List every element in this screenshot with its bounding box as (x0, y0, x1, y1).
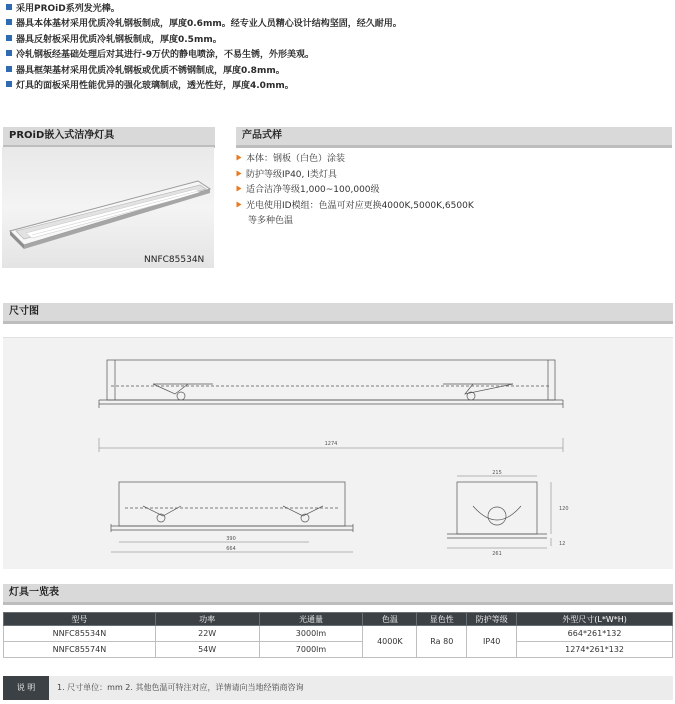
model-cell: NNFC85574N (4, 642, 156, 658)
table-row (4, 626, 673, 642)
dimension-length-inner: 390 (226, 536, 236, 542)
product-section-header: PROiD嵌入式洁净灯具 (3, 127, 215, 145)
notes-bar (3, 676, 673, 700)
column-header: 外型尺寸(L*W*H) (517, 613, 673, 626)
dimension-section-header: 尺寸图 (3, 303, 673, 321)
feature-item: 器具本体基材采用优质冷轧钢板制成，厚度0.6mm。经专业人员精心设计结构坚固，经久耐用。 (6, 17, 666, 32)
table-section-header: 灯具一览表 (3, 584, 673, 602)
power-cell: 22W (155, 626, 259, 642)
notes-text: 1. 尺寸单位：mm 2. 其他色温可特注对应，详情请向当地经销商咨询 (57, 683, 304, 692)
column-header: 显色性 (417, 613, 467, 626)
feature-list (6, 2, 666, 94)
dimension-drawing (3, 337, 673, 569)
power-cell: 54W (155, 642, 259, 658)
model-cell: NNFC85534N (4, 626, 156, 642)
feature-item: 采用PROiD系列发光棒。 (6, 2, 666, 17)
product-model-label: NNFC85534N (144, 255, 205, 265)
square-bullet-icon (6, 66, 12, 72)
notes-label: 说 明 (3, 676, 49, 700)
spec-item: 防护等级IP40, I类灯具 (236, 168, 536, 184)
light-fixture-illustration (2, 147, 214, 268)
dimension-height-small: 12 (559, 541, 566, 547)
triangle-bullet-icon (237, 186, 242, 192)
column-header: 防护等级 (467, 613, 517, 626)
column-header: 色温 (363, 613, 417, 626)
triangle-bullet-icon (237, 155, 242, 161)
technical-drawing (3, 338, 673, 570)
square-bullet-icon (6, 19, 12, 25)
spec-item-continuation: 等多种色温 (248, 216, 294, 226)
divider (3, 602, 673, 605)
feature-item: 器具框架基材采用优质冷轧钢板或优质不锈钢制成，厚度0.8mm。 (6, 64, 666, 79)
cct-cell: 4000K (363, 626, 417, 658)
specs-section-header: 产品式样 (236, 127, 672, 145)
table-header-row (4, 613, 673, 626)
divider (3, 321, 673, 324)
cri-cell: Ra 80 (417, 626, 467, 658)
ip-cell: IP40 (467, 626, 517, 658)
square-bullet-icon (6, 35, 12, 41)
feature-item: 冷轧钢板经基础处理后对其进行-9万伏的静电喷涂，不易生锈，外形美观。 (6, 48, 666, 63)
size-cell: 664*261*132 (517, 626, 673, 642)
flux-cell: 7000lm (259, 642, 363, 658)
table-row (4, 642, 673, 658)
column-header: 功率 (155, 613, 259, 626)
feature-item: 器具反射板采用优质冷轧钢板制成，厚度0.5mm。 (6, 33, 666, 48)
product-image (2, 147, 214, 268)
dimension-length-total: 1274 (324, 441, 338, 447)
lights-table (3, 612, 673, 658)
triangle-bullet-icon (237, 170, 242, 176)
dimension-width-bottom: 261 (492, 551, 502, 557)
column-header: 光通量 (259, 613, 363, 626)
column-header: 型号 (4, 613, 156, 626)
dimension-length-frame: 664 (226, 546, 236, 552)
triangle-bullet-icon (237, 201, 242, 207)
square-bullet-icon (6, 50, 12, 56)
spec-item: 本体：钢板（白色）涂装 (236, 152, 536, 168)
spec-item: 光电使用ID模组：色温可对应更换4000K,5000K,6500K (236, 199, 536, 215)
flux-cell: 3000lm (259, 626, 363, 642)
size-cell: 1274*261*132 (517, 642, 673, 658)
divider (236, 145, 672, 148)
feature-item: 灯具的面板采用性能优异的强化玻璃制成，透光性好，厚度4.0mm。 (6, 79, 666, 94)
square-bullet-icon (6, 81, 12, 87)
spec-item: 适合洁净等级1,000~100,000级 (236, 183, 536, 199)
dimension-width-top: 215 (492, 470, 502, 476)
dimension-height-main: 120 (559, 506, 569, 512)
specs-list (236, 152, 536, 230)
square-bullet-icon (6, 4, 12, 10)
